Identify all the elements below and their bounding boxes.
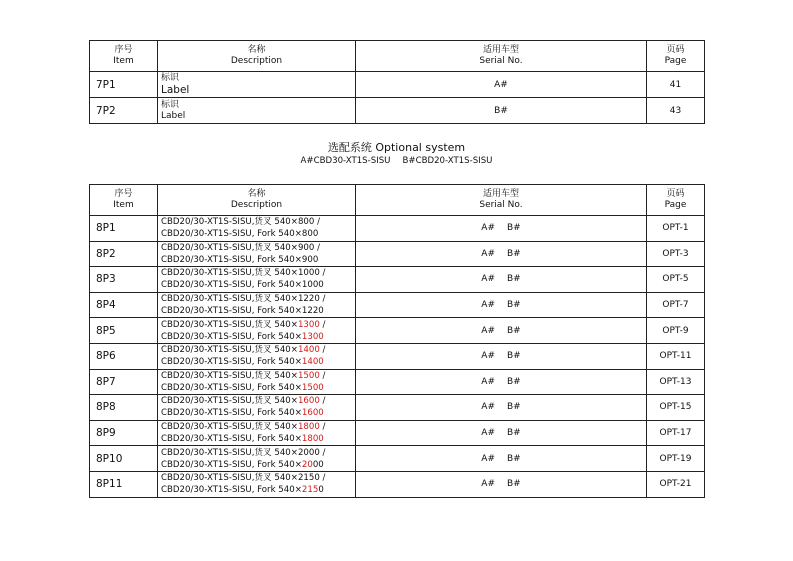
table-row bbox=[90, 216, 705, 242]
optional-system-table bbox=[89, 184, 705, 498]
table-row bbox=[90, 420, 705, 446]
table-row bbox=[90, 241, 705, 267]
page-cell: OPT-21 bbox=[647, 471, 705, 497]
header-page: 页码 Page bbox=[647, 41, 705, 72]
description-line-en: CBD20/30-XT1S-SISU, Fork 540×1400 bbox=[161, 357, 324, 368]
description-cell bbox=[158, 446, 356, 472]
description-cell bbox=[158, 216, 356, 242]
description-line-en: CBD20/30-XT1S-SISU, Fork 540×1600 bbox=[161, 408, 324, 419]
description-line-cn: CBD20/30-XT1S-SISU,货叉 540×1800 / bbox=[161, 422, 326, 433]
description-line-en: CBD20/30-XT1S-SISU, Fork 540×1800 bbox=[161, 434, 324, 445]
description-line-en: CBD20/30-XT1S-SISU, Fork 540×1000 bbox=[161, 280, 324, 291]
description-line-en: CBD20/30-XT1S-SISU, Fork 540×2150 bbox=[161, 485, 324, 496]
header-serial: 适用车型 Serial No. bbox=[356, 185, 647, 216]
description-line-en: CBD20/30-XT1S-SISU, Fork 540×900 bbox=[161, 254, 319, 265]
page-cell: 43 bbox=[647, 98, 705, 124]
page-cell: OPT-5 bbox=[647, 267, 705, 293]
table-header-row bbox=[90, 41, 705, 72]
serial-cell: A# B# bbox=[356, 471, 647, 497]
serial-cell: A# B# bbox=[356, 446, 647, 472]
section-title: 选配系统 Optional system bbox=[327, 141, 466, 154]
table-row bbox=[90, 471, 705, 497]
table-row bbox=[90, 446, 705, 472]
item-cell: 8P8 bbox=[90, 395, 158, 421]
table-row bbox=[90, 72, 705, 98]
header-item: 序号 Item bbox=[90, 41, 158, 72]
description-line-en: CBD20/30-XT1S-SISU, Fork 540×1220 bbox=[161, 306, 324, 317]
description-cell bbox=[158, 471, 356, 497]
table-header-row bbox=[90, 185, 705, 216]
description-cell bbox=[158, 343, 356, 369]
description-cell: 标识 Label bbox=[158, 98, 356, 124]
description-cell bbox=[158, 292, 356, 318]
page-cell: OPT-13 bbox=[647, 369, 705, 395]
serial-cell: A# B# bbox=[356, 267, 647, 293]
item-cell: 8P5 bbox=[90, 318, 158, 344]
item-cell: 8P7 bbox=[90, 369, 158, 395]
header-item: 序号 Item bbox=[90, 185, 158, 216]
page-cell: OPT-15 bbox=[647, 395, 705, 421]
header-serial: 适用车型 Serial No. bbox=[356, 41, 647, 72]
description-line-cn: CBD20/30-XT1S-SISU,货叉 540×1600 / bbox=[161, 396, 326, 407]
item-cell: 8P4 bbox=[90, 292, 158, 318]
description-line-en: CBD20/30-XT1S-SISU, Fork 540×800 bbox=[161, 229, 319, 240]
page-cell: 41 bbox=[647, 72, 705, 98]
item-cell: 8P11 bbox=[90, 471, 158, 497]
serial-cell: A# B# bbox=[356, 420, 647, 446]
serial-cell: A# B# bbox=[356, 395, 647, 421]
description-cell bbox=[158, 241, 356, 267]
page-cell: OPT-9 bbox=[647, 318, 705, 344]
description-line-cn: CBD20/30-XT1S-SISU,货叉 540×1500 / bbox=[161, 370, 326, 381]
description-line-en: CBD20/30-XT1S-SISU, Fork 540×1500 bbox=[161, 382, 324, 393]
table-row bbox=[90, 267, 705, 293]
serial-cell: A# B# bbox=[356, 292, 647, 318]
page-cell: OPT-19 bbox=[647, 446, 705, 472]
description-line-cn: CBD20/30-XT1S-SISU,货叉 540×1400 / bbox=[161, 345, 326, 356]
description-line-en: CBD20/30-XT1S-SISU, Fork 540×2000 bbox=[161, 459, 324, 470]
table-row bbox=[90, 318, 705, 344]
item-cell: 8P9 bbox=[90, 420, 158, 446]
description-line-cn: CBD20/30-XT1S-SISU,货叉 540×1000 / bbox=[161, 268, 326, 279]
header-description: 名称 Description bbox=[158, 185, 356, 216]
description-cell bbox=[158, 318, 356, 344]
item-cell: 7P2 bbox=[90, 98, 158, 124]
serial-cell: A# B# bbox=[356, 241, 647, 267]
serial-cell: A# B# bbox=[356, 318, 647, 344]
table-row bbox=[90, 343, 705, 369]
serial-cell: A# B# bbox=[356, 216, 647, 242]
label-parts-table bbox=[89, 40, 705, 124]
item-cell: 8P2 bbox=[90, 241, 158, 267]
description-cell bbox=[158, 267, 356, 293]
table-row bbox=[90, 369, 705, 395]
item-cell: 7P1 bbox=[90, 72, 158, 98]
item-cell: 8P1 bbox=[90, 216, 158, 242]
description-line-en: CBD20/30-XT1S-SISU, Fork 540×1300 bbox=[161, 331, 324, 342]
page-cell: OPT-17 bbox=[647, 420, 705, 446]
description-line-cn: CBD20/30-XT1S-SISU,货叉 540×2150 / bbox=[161, 473, 326, 484]
item-cell: 8P3 bbox=[90, 267, 158, 293]
table-row bbox=[90, 292, 705, 318]
description-line-cn: CBD20/30-XT1S-SISU,货叉 540×2000 / bbox=[161, 447, 326, 458]
table-row bbox=[90, 98, 705, 124]
page-cell: OPT-3 bbox=[647, 241, 705, 267]
page-cell: OPT-11 bbox=[647, 343, 705, 369]
item-cell: 8P6 bbox=[90, 343, 158, 369]
item-cell: 8P10 bbox=[90, 446, 158, 472]
page-cell: OPT-7 bbox=[647, 292, 705, 318]
page-cell: OPT-1 bbox=[647, 216, 705, 242]
description-cell bbox=[158, 420, 356, 446]
serial-cell: A# bbox=[356, 72, 647, 98]
description-cell bbox=[158, 395, 356, 421]
serial-cell: B# bbox=[356, 98, 647, 124]
table-row bbox=[90, 395, 705, 421]
description-line-cn: CBD20/30-XT1S-SISU,货叉 540×800 / bbox=[161, 217, 320, 228]
description-line-cn: CBD20/30-XT1S-SISU,货叉 540×900 / bbox=[161, 242, 320, 253]
serial-cell: A# B# bbox=[356, 343, 647, 369]
serial-cell: A# B# bbox=[356, 369, 647, 395]
header-description: 名称 Description bbox=[158, 41, 356, 72]
model-a: A#CBD30-XT1S-SISU bbox=[300, 156, 391, 166]
model-b: B#CBD20-XT1S-SISU bbox=[402, 156, 493, 166]
description-line-cn: CBD20/30-XT1S-SISU,货叉 540×1220 / bbox=[161, 294, 326, 305]
description-line-cn: CBD20/30-XT1S-SISU,货叉 540×1300 / bbox=[161, 319, 326, 330]
description-cell bbox=[158, 369, 356, 395]
description-cell: 标识 Label bbox=[158, 72, 356, 98]
section-models bbox=[0, 156, 793, 166]
header-page: 页码 Page bbox=[647, 185, 705, 216]
